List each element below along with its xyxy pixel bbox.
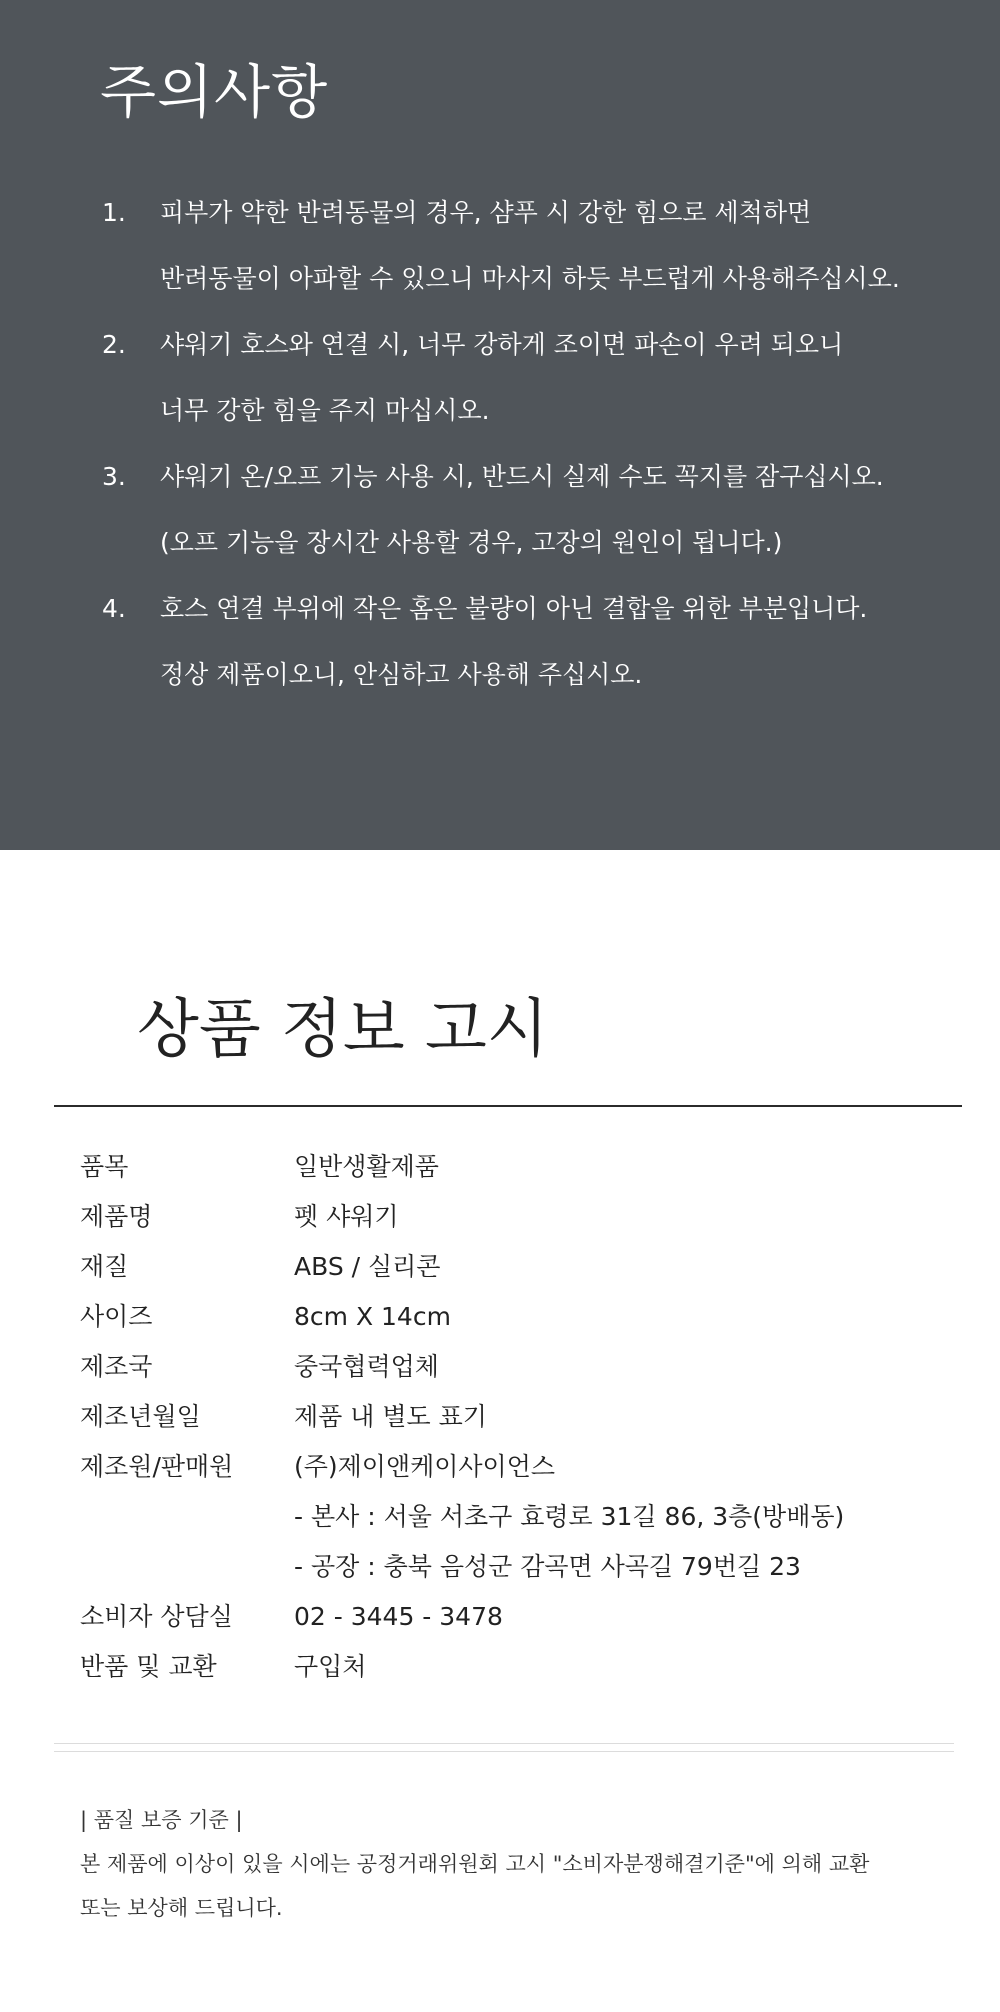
caution-item-line: 정상 제품이오니, 안심하고 사용해 주십시오.: [160, 660, 643, 689]
info-label: 재질: [80, 1252, 129, 1281]
caution-item: [100, 180, 960, 312]
info-label: 소비자 상담실: [80, 1602, 233, 1631]
info-row: [80, 1342, 940, 1392]
caution-item: [100, 444, 960, 576]
caution-item-line: (오프 기능을 장시간 사용할 경우, 고장의 원인이 됩니다.): [160, 528, 783, 557]
divider: [54, 1743, 954, 1744]
quality-guarantee: [80, 1798, 960, 1930]
caution-item: [100, 312, 960, 444]
info-value: 제품 내 별도 표기: [294, 1402, 487, 1431]
notice-title: 상품 정보 고시: [137, 993, 549, 1067]
info-row: [80, 1542, 940, 1592]
caution-item-number: 2.: [102, 330, 126, 359]
info-row: [80, 1242, 940, 1292]
info-row: [80, 1592, 940, 1642]
caution-item-number: 1.: [102, 198, 126, 227]
info-label: 제조년월일: [80, 1402, 201, 1431]
quality-heading: | 품질 보증 기준 |: [80, 1808, 243, 1832]
caution-title: 주의사항: [100, 58, 329, 126]
info-row: [80, 1292, 940, 1342]
info-label: 제조국: [80, 1352, 153, 1381]
quality-text-line: 또는 보상해 드립니다.: [80, 1896, 283, 1920]
info-value: - 공장 : 충북 음성군 감곡면 사곡길 79번길 23: [294, 1552, 801, 1581]
product-info-table: [80, 1142, 940, 1692]
caution-item-number: 4.: [102, 594, 126, 623]
caution-item-line: 호스 연결 부위에 작은 홈은 불량이 아닌 결합을 위한 부분입니다.: [160, 594, 868, 623]
info-value: 구입처: [294, 1652, 367, 1681]
info-row: [80, 1642, 940, 1692]
info-label: 사이즈: [80, 1302, 153, 1331]
product-info-notice-section: [0, 850, 1000, 2012]
info-row: [80, 1492, 940, 1542]
info-row: [80, 1192, 940, 1242]
caution-item-number: 3.: [102, 462, 126, 491]
info-value: 02 - 3445 - 3478: [294, 1602, 503, 1631]
info-row: [80, 1142, 940, 1192]
caution-item-line: 샤워기 온/오프 기능 사용 시, 반드시 실제 수도 꼭지를 잠구십시오.: [160, 462, 884, 491]
divider: [54, 1751, 954, 1752]
caution-item-line: 너무 강한 힘을 주지 마십시오.: [160, 396, 490, 425]
info-value: ABS / 실리콘: [294, 1252, 441, 1281]
caution-section: [0, 0, 1000, 850]
notice-divider: [54, 1105, 962, 1107]
caution-item-line: 샤워기 호스와 연결 시, 너무 강하게 조이면 파손이 우려 되오니: [160, 330, 844, 359]
caution-item: [100, 576, 960, 708]
info-value: 펫 샤워기: [294, 1202, 399, 1231]
info-row: [80, 1392, 940, 1442]
info-label: 제품명: [80, 1202, 153, 1231]
info-row: [80, 1442, 940, 1492]
info-value: (주)제이앤케이사이언스: [294, 1452, 556, 1481]
info-value: 8cm X 14cm: [294, 1302, 451, 1331]
caution-item-line: 반려동물이 아파할 수 있으니 마사지 하듯 부드럽게 사용해주십시오.: [160, 264, 900, 293]
info-value: - 본사 : 서울 서초구 효령로 31길 86, 3층(방배동): [294, 1502, 845, 1531]
quality-text-line: 본 제품에 이상이 있을 시에는 공정거래위원회 고시 "소비자분쟁해결기준"에 의해 교환: [80, 1852, 870, 1876]
info-label: 반품 및 교환: [80, 1652, 217, 1681]
info-value: 중국협력업체: [294, 1352, 439, 1381]
info-label: 제조원/판매원: [80, 1452, 234, 1481]
info-label: 품목: [80, 1152, 129, 1181]
caution-item-line: 피부가 약한 반려동물의 경우, 샴푸 시 강한 힘으로 세척하면: [160, 198, 812, 227]
info-value: 일반생활제품: [294, 1152, 439, 1181]
caution-list: [100, 180, 960, 708]
quality-text: [80, 1842, 960, 1930]
